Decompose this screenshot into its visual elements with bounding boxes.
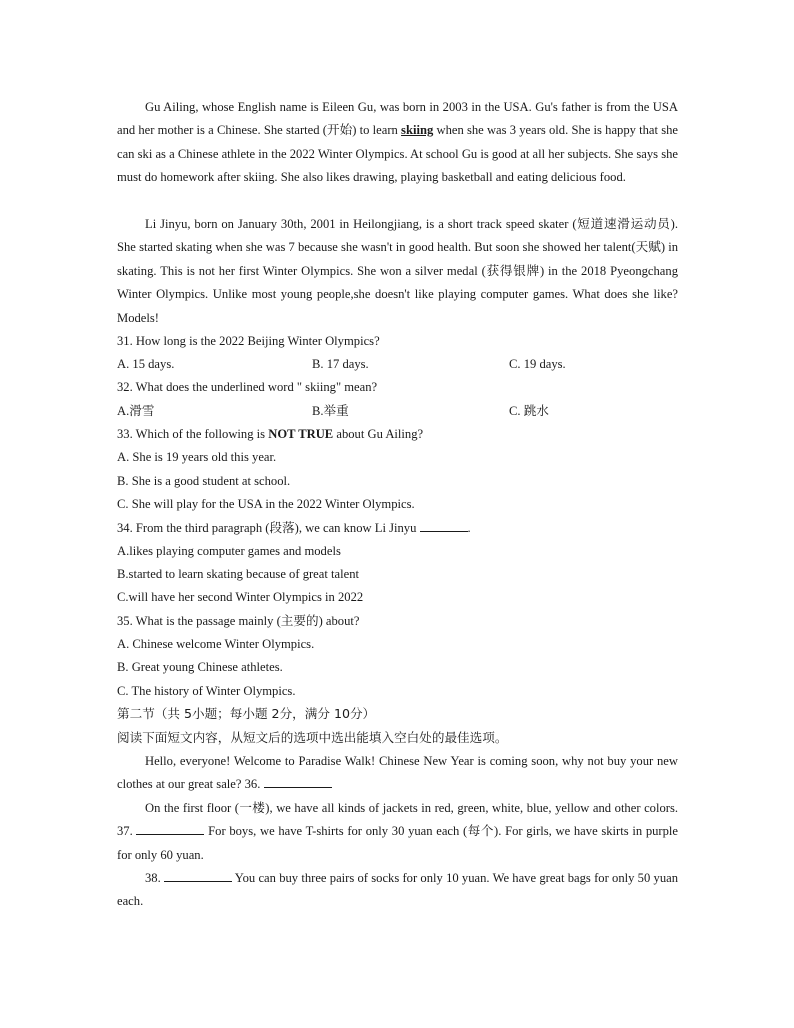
stem-text: about Gu Ailing? [333, 427, 424, 441]
answer-blank-37[interactable] [136, 822, 204, 835]
paragraph-text: when she was 3 years old. She is happy that she can ski as a Chinese athlete in the 2022 Winter Olympics. At school Gu is good at all her subjects. She says she must do homework after skiing. She also likes drawing, playing basketball and eating delicious food. [117, 123, 678, 185]
passage-paragraph-gu-ailing [117, 96, 678, 190]
paragraph-text: Gu Ailing, whose English name is Eileen Gu, was born in 2003 in the USA. Gu's father is from the USA and her mother is a Chinese. She started (开始) to learn [117, 100, 678, 138]
paragraph-text: For boys, we have T-shirts for only 30 yuan each (每个). For girls, we have skirts in purple for only 60 yuan. [117, 824, 679, 862]
answer-blank-38[interactable] [164, 869, 232, 882]
question-32-stem: 32. What does the underlined word " skiing" mean? [117, 380, 378, 394]
question-33-stem [117, 426, 423, 442]
section-2-instruction: 阅读下面短文内容，从短文后的选项中选出能填入空白处的最佳选项。 [117, 730, 508, 745]
stem-emphasis: NOT TRUE [268, 427, 334, 441]
option-c: C. 跳水 [509, 404, 549, 418]
answer-blank[interactable] [420, 519, 468, 532]
option-b: B.举重 [312, 404, 349, 418]
question-33-option-c: C. She will play for the USA in the 2022 Winter Olympics. [117, 497, 415, 511]
cloze-paragraph-1 [117, 750, 678, 797]
paragraph-text: Hello, everyone! Welcome to Paradise Walk! Chinese New Year is coming soon, why not buy your new clothes at our great sale? 36. [117, 754, 678, 792]
question-35-option-c: C. The history of Winter Olympics. [117, 684, 296, 698]
question-31-options [117, 356, 678, 372]
question-35-option-a: A. Chinese welcome Winter Olympics. [117, 637, 315, 651]
option-b: B. 17 days. [312, 357, 369, 371]
paragraph-text: You can buy three pairs of socks for only 10 yuan. We have great bags for only 50 yuan each. [117, 871, 679, 909]
option-a: A. 15 days. [117, 357, 175, 371]
stem-text: . [467, 521, 471, 535]
section-2-title: 第二节（共 5小题；每小题 2分，满分 10分） [117, 706, 376, 721]
question-34-option-c: C.will have her second Winter Olympics in 2022 [117, 590, 364, 604]
answer-blank-36[interactable] [264, 775, 332, 788]
stem-text: 33. Which of the following is [117, 427, 269, 441]
paragraph-text: On the first floor (一楼), we have all kinds of jackets in red, green, white, blue, yellow and other colors. 37. [117, 801, 678, 839]
question-31-stem: 31. How long is the 2022 Beijing Winter Olympics? [117, 334, 380, 348]
question-34-stem [117, 519, 471, 536]
question-35-stem: 35. What is the passage mainly (主要的) about? [117, 614, 360, 628]
question-33-option-a: A. She is 19 years old this year. [117, 450, 277, 464]
cloze-paragraph-3 [117, 867, 678, 914]
question-34-option-b: B.started to learn skating because of great talent [117, 567, 359, 581]
paragraph-text: 38. [145, 871, 164, 885]
underlined-word-skiing: skiing [401, 123, 434, 138]
cloze-paragraph-2 [117, 797, 678, 867]
question-33-option-b: B. She is a good student at school. [117, 474, 291, 488]
option-a: A.滑雪 [117, 404, 155, 418]
passage-paragraph-li-jinyu [117, 213, 678, 330]
question-32-options [117, 403, 678, 419]
question-35-option-b: B. Great young Chinese athletes. [117, 660, 283, 674]
question-34-option-a: A.likes playing computer games and models [117, 544, 341, 558]
stem-text: 34. From the third paragraph (段落), we can know Li Jinyu [117, 521, 420, 535]
option-c: C. 19 days. [509, 357, 566, 371]
paragraph-text: Li Jinyu, born on January 30th, 2001 in Heilongjiang, is a short track speed skater (短道速滑运动员). She started skating when she was 7 because she wasn't in good health. But soon she showed her talent(天赋) in skating. This is not her first Winter Olympics. She won a silver medal (获得银牌) in the 2018 Pyeongchang Winter Olympics. Unlike most young people,she doesn't like playing computer games. What does she like? Models! [117, 217, 678, 325]
